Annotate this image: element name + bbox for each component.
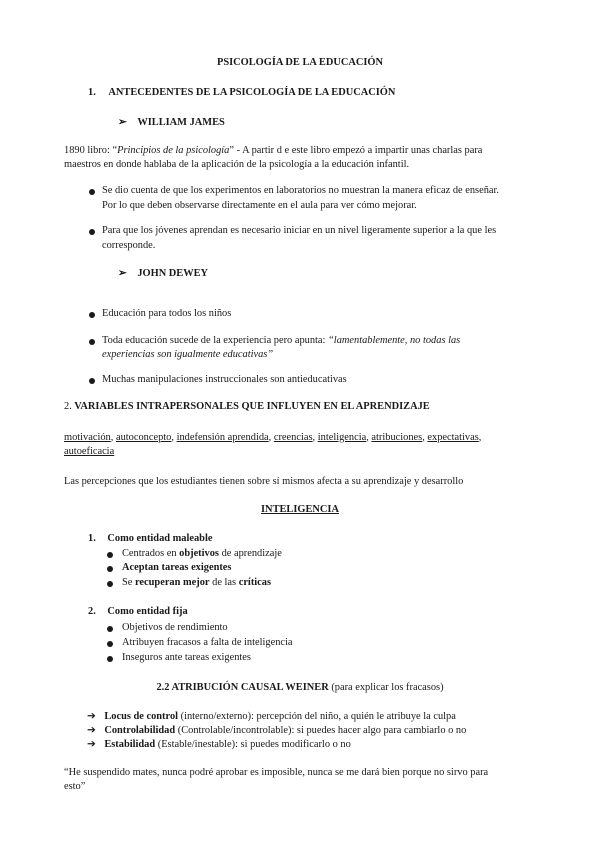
inteligencia-item1-title — [88, 532, 212, 546]
james-bullet1-line2: Por lo que deben observarse directamente en el aula para ver cómo mejorar. — [102, 200, 417, 211]
item2-bullet3: Inseguros ante tareas exigentes — [122, 652, 251, 663]
item-number: 1. — [88, 533, 96, 544]
book-title: Principios de la psicología — [117, 145, 230, 156]
section2-number: 2. — [64, 401, 72, 412]
dewey-quote-part2: experiencias son igualmente educativas” — [102, 349, 274, 360]
james-intro-line1 — [64, 144, 536, 158]
atribucion-heading — [0, 681, 600, 695]
section1-heading-text: ANTECEDENTES DE LA PSICOLOGÍA DE LA EDUCACIÓN — [108, 87, 396, 98]
atribucion-desc: (interno/externo): percepción del niño, a quién le atribuye la culpa — [178, 711, 456, 722]
section1-number: 1. — [88, 87, 96, 98]
dewey-bullet3: Muchas manipulaciones instruccionales son antieducativas — [102, 374, 347, 385]
atribucion-subtitle: (para explicar los fracasos) — [328, 682, 444, 693]
bullet-icon — [107, 641, 113, 647]
text-part: Centrados en — [122, 548, 180, 559]
page-title: PSICOLOGÍA DE LA EDUCACIÓN — [217, 57, 383, 68]
separator: , — [422, 432, 425, 443]
text-bold: objetivos — [179, 548, 219, 559]
intro-prefix: 1890 libro: “ — [64, 145, 118, 156]
separator: , — [171, 432, 174, 443]
james-bullet2-line1: Para que los jóvenes aprendan es necesario iniciar en un nivel ligeramente superior a la que les — [102, 225, 497, 236]
item2-bullet2: Atribuyen fracasos a falta de inteligencia — [122, 637, 293, 648]
atribucion-term: Locus de control — [104, 711, 179, 722]
separator: , — [366, 432, 369, 443]
intro-suffix: ” - A partir d e este libro empezó a impartir unas charlas para — [229, 145, 483, 156]
bullet-icon — [89, 189, 95, 195]
item-title: Como entidad fija — [107, 606, 188, 617]
james-intro-line2: maestros en donde hablaba de la aplicación de la psicología a la educación infantil. — [64, 159, 410, 170]
atribucion-desc: (Estable/inestable): si puedes modificarlo o no — [155, 739, 351, 750]
dewey-bullet2-line1 — [102, 334, 532, 348]
variable-link[interactable]: creencias — [273, 432, 313, 443]
atribucion-item — [87, 738, 351, 752]
bullet-icon — [89, 378, 95, 384]
atribucion-item — [87, 724, 466, 738]
bullet-icon — [107, 552, 113, 558]
section1-heading — [88, 86, 395, 100]
text-bold: recuperan mejor — [135, 577, 210, 588]
james-bullet2-line2: corresponde. — [102, 240, 156, 251]
variables-line1 — [64, 431, 481, 445]
perceptions-text: Las percepciones que los estudiantes tienen sobre sí mismos afecta a su aprendizaje y desarrollo — [64, 476, 464, 487]
item-title: Como entidad maleable — [107, 533, 213, 544]
variable-link[interactable]: autoeficacia — [64, 446, 115, 457]
dewey-quote-part1: “lamentablemente, no todas las — [328, 335, 461, 346]
variable-link[interactable]: inteligencia — [317, 432, 367, 443]
subheading-text: JOHN DEWEY — [137, 268, 209, 279]
variable-link[interactable]: expectativas — [427, 432, 479, 443]
section2-heading-text: VARIABLES INTRAPERSONALES QUE INFLUYEN EN EL APRENDIZAJE — [74, 401, 430, 412]
separator: , — [268, 432, 272, 443]
arrow-right-icon: ➔ — [87, 739, 96, 750]
arrowhead-icon: ➢ — [118, 117, 127, 128]
dewey-bullet2-line2 — [102, 348, 273, 362]
atribucion-item — [87, 710, 456, 724]
bullet-icon — [107, 581, 113, 587]
dewey-bullet1: Educación para todos los niños — [102, 308, 232, 319]
item1-bullet2: Aceptan tareas exigentes — [122, 562, 232, 573]
item1-bullet3 — [122, 576, 271, 590]
subheading-william-james — [118, 116, 225, 130]
variable-link[interactable]: motivación — [64, 432, 111, 443]
bullet-icon — [89, 229, 95, 235]
bullet-icon — [107, 656, 113, 662]
bullet-icon — [107, 566, 113, 572]
item1-bullet1 — [122, 547, 282, 561]
atribucion-heading-text: 2.2 ATRIBUCIÓN CAUSAL WEINER — [156, 682, 329, 693]
variable-link[interactable]: autoconcepto — [115, 432, 172, 443]
section2-heading — [64, 400, 430, 414]
arrow-right-icon: ➔ — [87, 725, 96, 736]
text-part: de las — [209, 577, 239, 588]
subheading-text: WILLIAM JAMES — [137, 117, 225, 128]
james-bullet1-line1: Se dio cuenta de que los experimentos en laboratorios no muestran la manera eficaz de enseñar. — [102, 185, 499, 196]
dewey-bullet2-text: Toda educación sucede de la experiencia pero apunta: — [102, 335, 329, 346]
item-number: 2. — [88, 606, 96, 617]
text-bold: críticas — [238, 577, 272, 588]
variable-link[interactable]: atribuciones — [371, 432, 423, 443]
bullet-icon — [89, 339, 95, 345]
text-part: de aprendizaje — [218, 548, 282, 559]
subheading-john-dewey — [118, 267, 208, 281]
separator: , — [478, 432, 482, 443]
atribucion-term: Estabilidad — [104, 739, 156, 750]
inteligencia-item2-title — [88, 605, 188, 619]
inteligencia-heading — [0, 503, 600, 517]
bullet-icon — [107, 626, 113, 632]
inteligencia-heading-text: INTELIGENCIA — [261, 504, 339, 515]
bullet-icon — [89, 312, 95, 318]
arrowhead-icon: ➢ — [118, 268, 127, 279]
final-quote-line1: “He suspendido mates, nunca podré aprobar es imposible, nunca se me dará bien porque no sirvo para — [64, 767, 489, 778]
atribucion-desc: (Controlable/incontrolable): si puedes hacer algo para cambiarlo o no — [175, 725, 467, 736]
separator: , — [312, 432, 316, 443]
separator: , — [110, 432, 114, 443]
atribucion-term: Controlabilidad — [104, 725, 176, 736]
variables-line2 — [64, 445, 114, 459]
arrow-right-icon: ➔ — [87, 711, 96, 722]
variable-link[interactable]: indefensión aprendida — [176, 432, 269, 443]
text-part: Se — [122, 577, 135, 588]
item2-bullet1: Objetivos de rendimiento — [122, 622, 228, 633]
final-quote-line2: esto” — [64, 781, 86, 792]
